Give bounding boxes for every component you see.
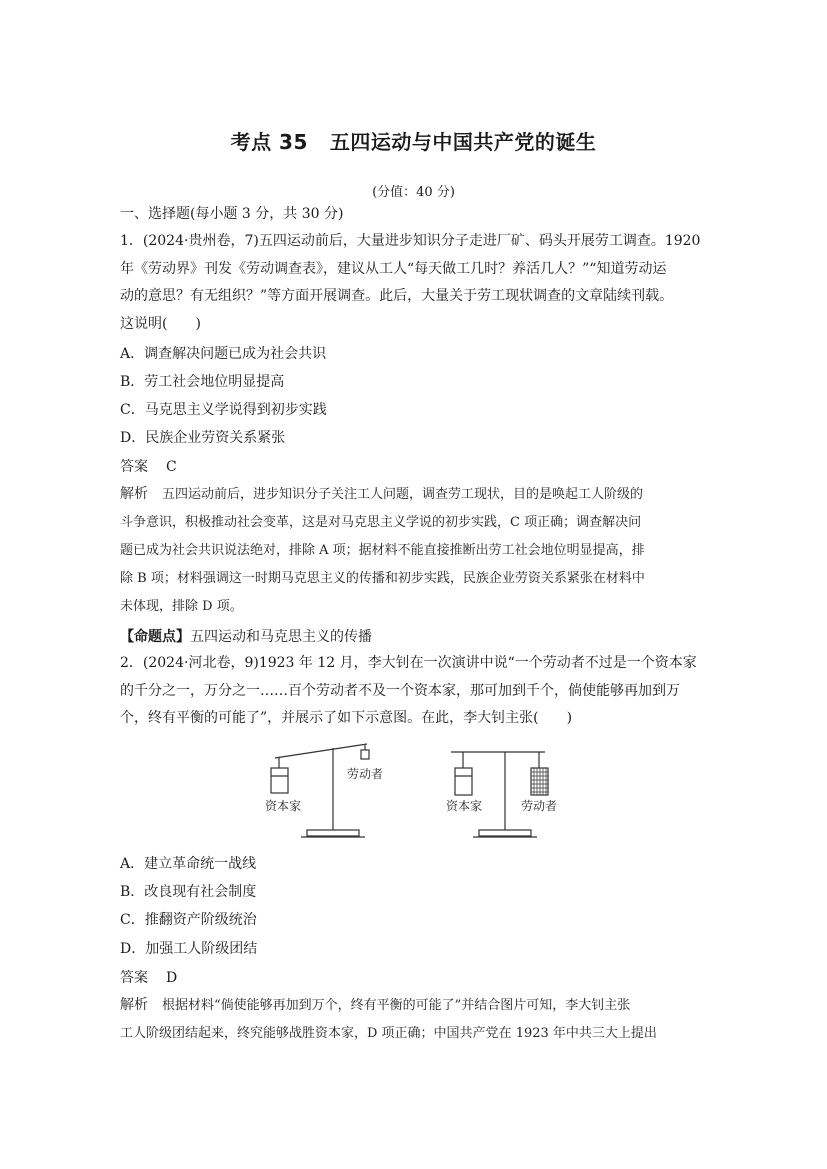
q1-answer xyxy=(120,456,177,476)
q1-stem-line: 动的意思？有无组织？”等方面开展调查。此后，大量关于劳工现状调查的文章陆续刊载。 xyxy=(120,288,674,304)
section-heading: 一、选择题(每小题 3 分，共 30 分) xyxy=(120,206,344,222)
q1-option-b: B．劳工社会地位明显提高 xyxy=(120,374,285,390)
analysis-line: 未体现，排除 D 项。 xyxy=(120,599,243,614)
score-note: (分值：40 分) xyxy=(372,185,455,200)
analysis-line: 除 B 项；材料强调这一时期马克思主义的传播和初步实践，民族企业劳资关系紧张在材料中 xyxy=(120,571,645,586)
q1-option-d: D．民族企业劳资关系紧张 xyxy=(120,430,286,446)
q1-stem xyxy=(120,228,708,338)
q2-option-a: A．建立革命统一战线 xyxy=(120,856,257,872)
left-capitalist-weight xyxy=(271,768,288,793)
analysis-line: 五四运动前后，进步知识分子关注工人问题，调查劳工现状，目的是唤起工人阶级的 xyxy=(162,487,644,502)
tag-text: 五四运动和马克思主义的传播 xyxy=(190,629,372,645)
balance-figure xyxy=(255,738,585,847)
q2-option-b: B．改良现有社会制度 xyxy=(120,884,257,900)
left-capitalist-label: 资本家 xyxy=(265,799,302,813)
answer-value: D xyxy=(166,970,178,986)
right-capitalist-weight xyxy=(455,768,472,795)
right-balance xyxy=(451,752,548,837)
q2-stem-line: 个，终有平衡的可能了”，并展示了如下示意图。在此，李大钊主张( ) xyxy=(120,710,573,726)
right-worker-label: 劳动者 xyxy=(521,799,558,813)
analysis-line: 斗争意识，积极推动社会变革，这是对马克思主义学说的初步实践，C 项正确；调查解决问 xyxy=(120,515,642,530)
q1-stem-line: 这说明( ) xyxy=(120,315,201,332)
left-beam xyxy=(275,744,367,758)
q2-option-c: C．推翻资产阶级统治 xyxy=(120,912,257,928)
balance-diagram xyxy=(255,738,585,843)
q2-stem-line: 的千分之一，万分之一……百个劳动者不及一个资本家，那可加到千个，倘使能够再加到万 xyxy=(120,682,680,699)
analysis-label: 解析 xyxy=(120,486,148,502)
q1-tag xyxy=(120,626,372,646)
analysis-line: 根据材料“倘使能够再加到万个，终有平衡的可能了”并结合图片可知，李大钊主张 xyxy=(162,998,631,1013)
title-main: 五四运动与中国共产党的诞生 xyxy=(329,130,597,154)
analysis-line: 题已成为社会共识说法绝对，排除 A 项；据材料不能直接推断出劳工社会地位明显提高，排 xyxy=(120,543,645,558)
q1-option-c: C．马克思主义学说得到初步实践 xyxy=(120,402,327,418)
q1-option-a: A．调查解决问题已成为社会共识 xyxy=(120,346,327,362)
q2-analysis xyxy=(120,991,708,1048)
right-base xyxy=(479,830,531,836)
q2-option-d: D．加强工人阶级团结 xyxy=(120,941,258,957)
analysis-label: 解析 xyxy=(120,997,148,1013)
left-base xyxy=(307,830,359,836)
answer-label: 答案 xyxy=(120,970,148,986)
q2-stem xyxy=(120,650,708,733)
q1-stem-line: 年《劳动界》刊发《劳动调查表》，建议从工人“每天做工几时？养活几人？”“知道劳动运 xyxy=(120,260,667,277)
left-worker-weight xyxy=(361,750,369,759)
tag-label: 【命题点】 xyxy=(120,629,190,645)
left-balance xyxy=(271,744,369,837)
answer-label: 答案 xyxy=(120,459,148,475)
analysis-line: 工人阶级团结起来，终究能够战胜资本家，D 项正确；中国共产党在 1923 年中共三大上提出 xyxy=(120,1026,657,1041)
page-title xyxy=(0,126,827,155)
right-capitalist-label: 资本家 xyxy=(446,799,483,813)
q1-analysis xyxy=(120,480,708,621)
title-prefix: 考点 35 xyxy=(230,130,308,154)
left-worker-label: 劳动者 xyxy=(347,767,384,781)
answer-value: C xyxy=(166,459,177,475)
q2-stem-line: 2．(2024·河北卷，9)1923 年 12 月，李大钊在一次演讲中说“一个劳动者不过是一个资本家 xyxy=(120,655,697,671)
q1-stem-line: 1．(2024·贵州卷，7)五四运动前后，大量进步知识分子走进厂矿、码头开展劳工调查。1920 xyxy=(120,233,701,249)
q2-answer xyxy=(120,967,177,987)
